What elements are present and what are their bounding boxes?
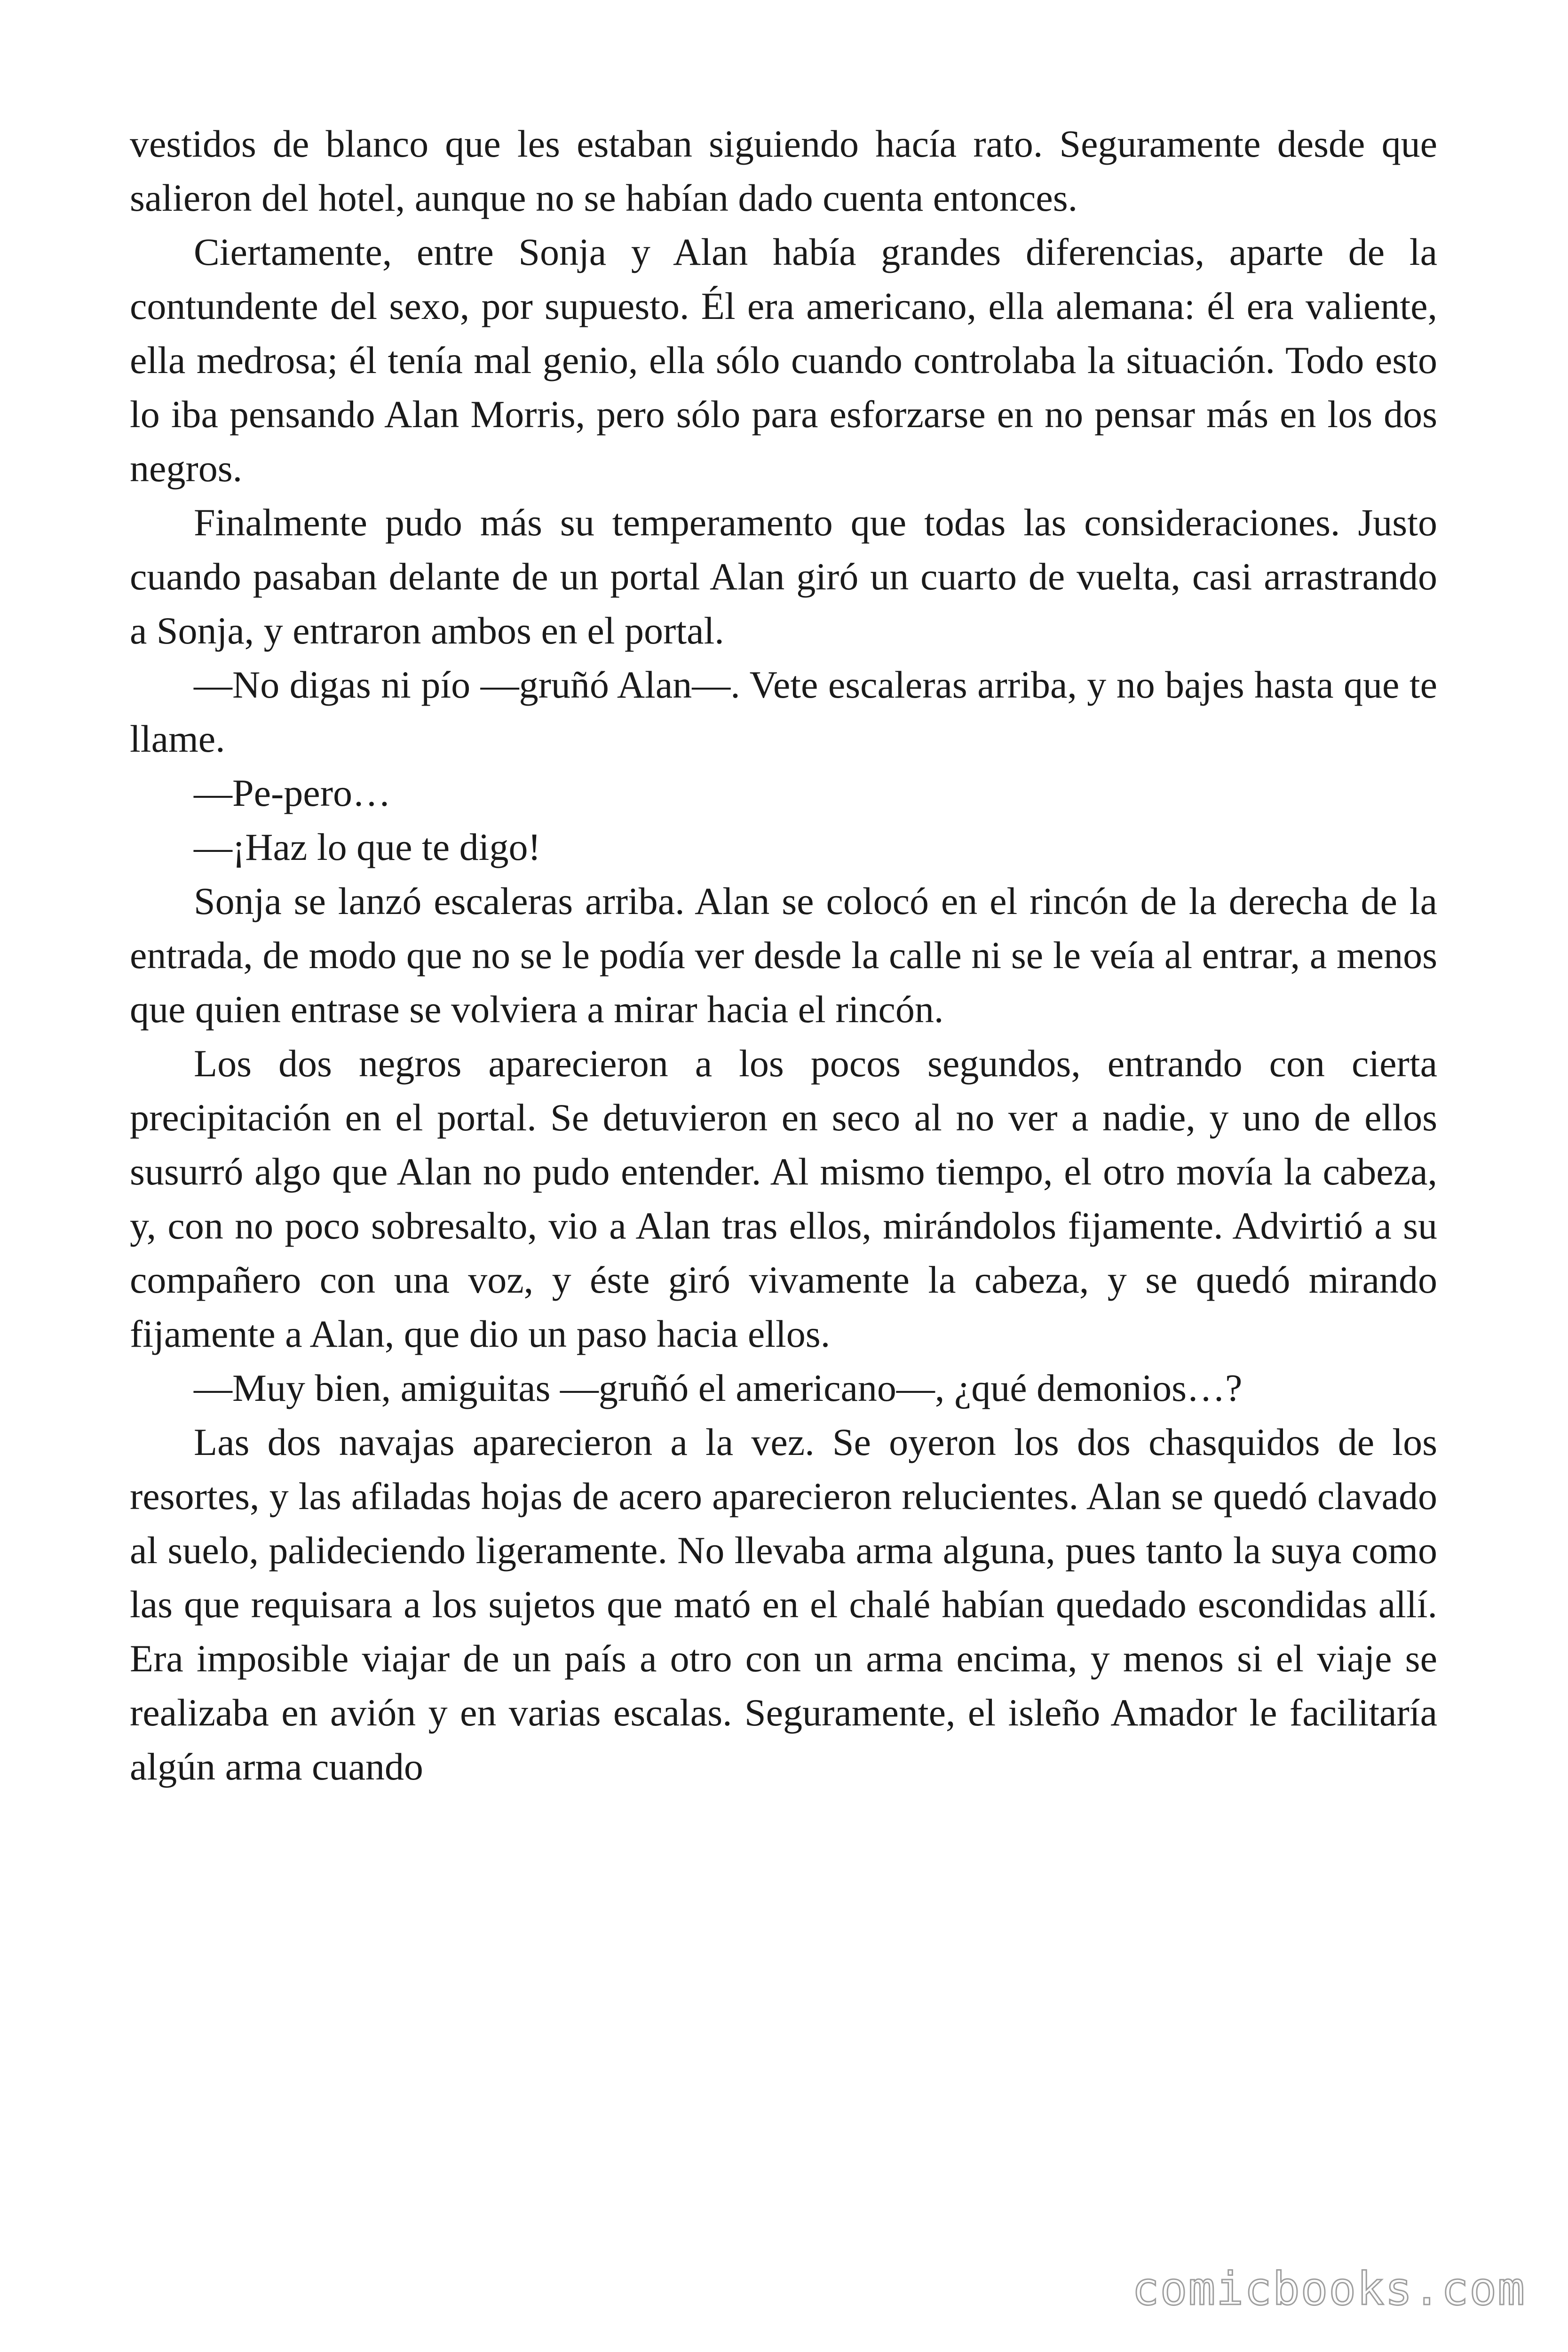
dialogue-line: —Muy bien, amiguitas —gruñó el americano—, ¿qué demonios…? (194, 1367, 1243, 1409)
paragraph: Sonja se lanzó escaleras arriba. Alan se colocó en el rincón de la derecha de la entrada, de modo que no se le podía ver desde la calle ni se le veía al entrar, a menos que quien entrase se volviera a mirar hacia el rincón. (130, 880, 1437, 1031)
paragraph: Los dos negros aparecieron a los pocos segundos, entrando con cierta precipitación en el portal. Se detuvieron en seco al no ver a nadie, y uno de ellos susurró algo que Alan no pudo entender. Al mismo tiempo, el otro movía la cabeza, y, con no poco sobresalto, vio a Alan tras ellos, mirándolos fijamente. Advirtió a su compañero con una voz, y éste giró vivamente la cabeza, y se quedó mirando fijamente a Alan, que dio un paso hacia ellos. (130, 1042, 1437, 1355)
paragraph: Las dos navajas aparecieron a la vez. Se oyeron los dos chasquidos de los resortes, y las afiladas hojas de acero aparecieron relucientes. Alan se quedó clavado al suelo, palideciendo ligeramente. No llevaba arma alguna, pues tanto la suya como las que requisara a los sujetos que mató en el chalé habían quedado escondidas allí. Era imposible viajar de un país a otro con un arma encima, y menos si el viaje se realizaba en avión y en varias escalas. Seguramente, el isleño Amador le facilitaría algún arma cuando (130, 1421, 1437, 1788)
paragraph: Finalmente pudo más su temperamento que todas las consideraciones. Justo cuando pasaban delante de un portal Alan giró un cuarto de vuelta, casi arrastrando a Sonja, y entraron ambos en el portal. (130, 501, 1437, 652)
paragraph: Ciertamente, entre Sonja y Alan había grandes diferencias, aparte de la contundente del sexo, por supuesto. Él era americano, ella alemana: él era valiente, ella medrosa; él tenía mal genio, ella sólo cuando controlaba la situación. Todo esto lo iba pensando Alan Morris, pero sólo para esforzarse en no pensar más en los dos negros. (130, 230, 1437, 490)
paragraph-continued: vestidos de blanco que les estaban siguiendo hacía rato. Seguramente desde que salieron del hotel, aunque no se habían dado cuenta entonces. (130, 122, 1437, 219)
dialogue-line: —¡Haz lo que te digo! (194, 826, 541, 868)
book-page-text (130, 117, 1437, 1794)
watermark-text: comicbooks.com (1132, 2263, 1526, 2315)
dialogue-line: —Pe-pero… (194, 771, 391, 814)
dialogue-line: —No digas ni pío —gruñó Alan—. Vete escaleras arriba, y no bajes hasta que te llame. (130, 663, 1437, 760)
